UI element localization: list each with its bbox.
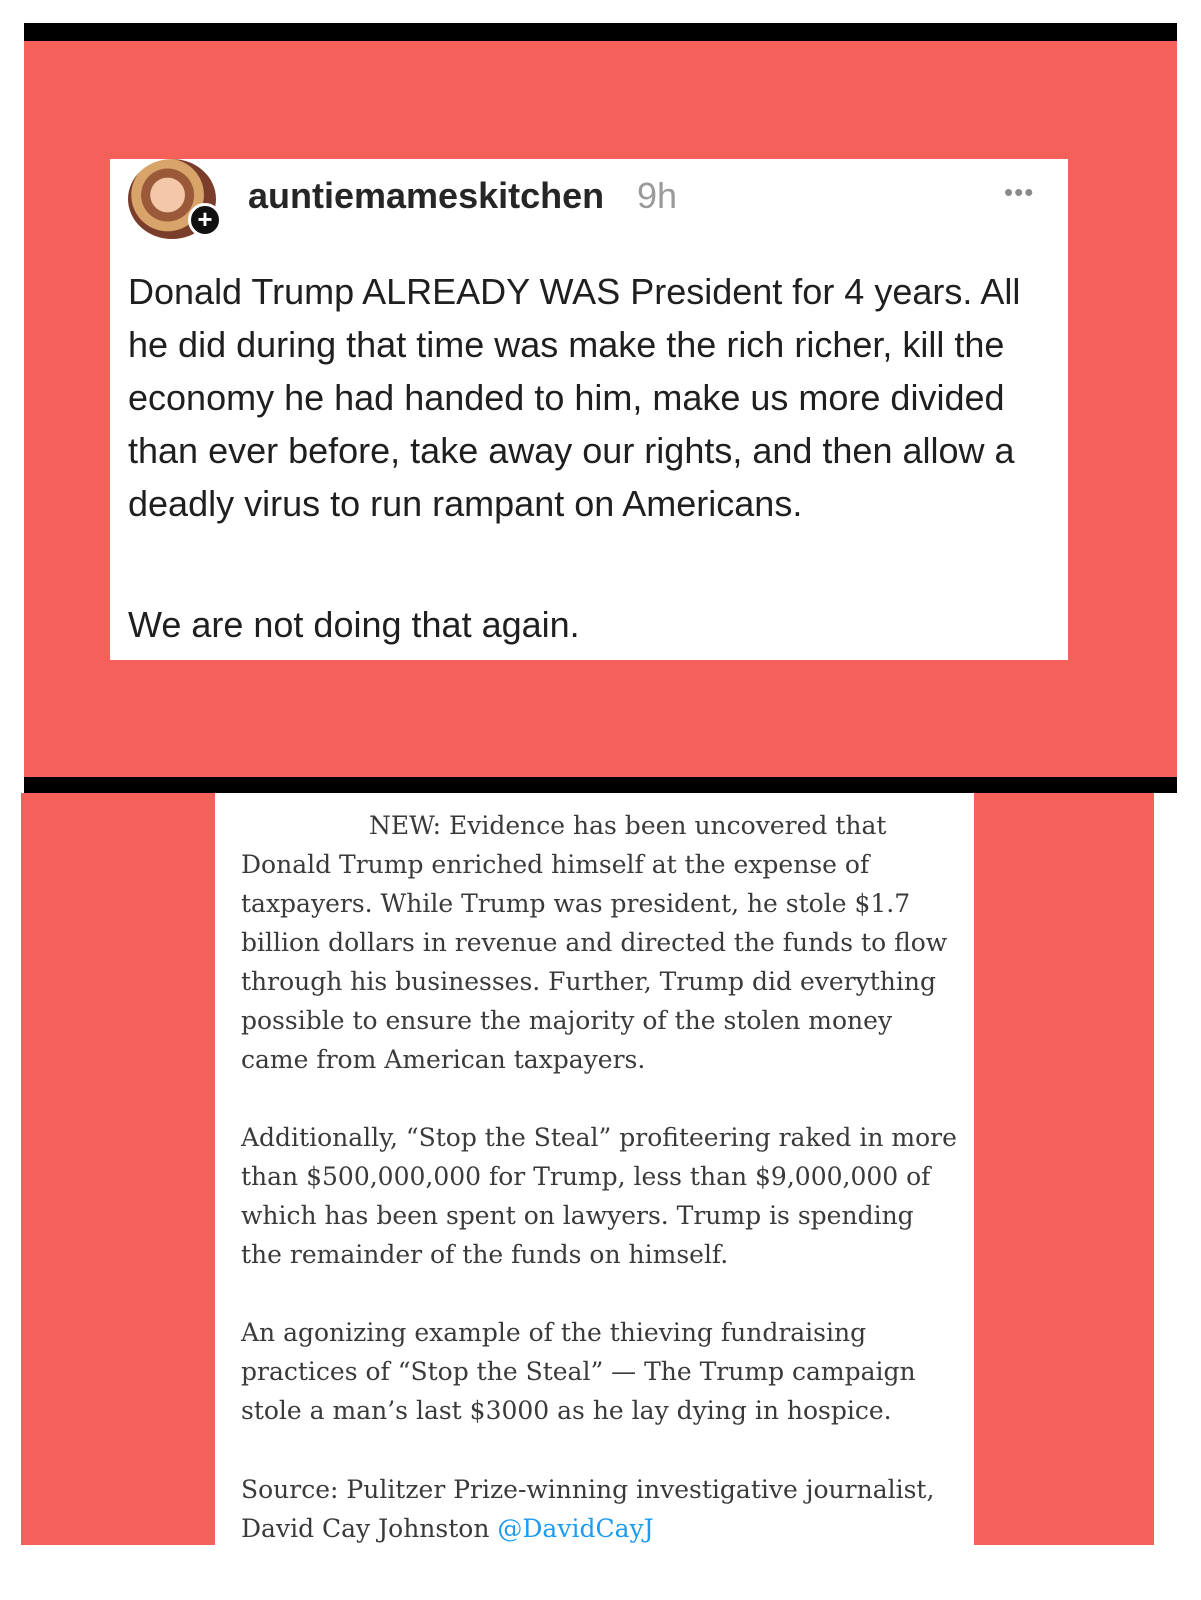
plus-icon[interactable]: +	[188, 203, 222, 237]
post-body: Donald Trump ALREADY WAS President for 4 years. All he did during that time was make the rich richer, kill the economy he had handed to him, make us more divided than ever before, take away our rights, and then allow a deadly virus to run rampant on Americans.	[128, 271, 1021, 524]
article-source	[241, 1470, 957, 1548]
avatar[interactable]	[128, 159, 216, 239]
article-card	[215, 793, 974, 1545]
more-options-icon[interactable]: •••	[1004, 177, 1035, 207]
article-paragraph-3: An agonizing example of the thieving fundraising practices of “Stop the Steal” — The Trump campaign stole a man’s last $3000 as he lay dying in hospice.	[241, 1318, 916, 1425]
username[interactable]: auntiemameskitchen	[248, 175, 605, 216]
post-card	[110, 159, 1068, 660]
article-paragraph-2: Additionally, “Stop the Steal” profiteering raked in more than $500,000,000 for Trump, less than $9,000,000 of which has been spent on lawyers. Trump is spending the remainder of the funds on himself.	[241, 1123, 957, 1269]
source-handle-link[interactable]: @DavidCayJ	[497, 1514, 654, 1543]
top-panel	[24, 23, 1177, 793]
post-time: 9h	[637, 175, 678, 216]
source-text: Source: Pulitzer Prize-winning investigative journalist, David Cay Johnston	[241, 1475, 935, 1543]
bottom-panel	[21, 793, 1154, 1545]
article-paragraph-1: NEW: Evidence has been uncovered that Donald Trump enriched himself at the expense of taxpayers. While Trump was president, he stole $1.7 billion dollars in revenue and directed the funds to flow through his businesses. Further, Trump did everything possible to ensure the majority of the stolen money came from American taxpayers.	[241, 811, 948, 1074]
post-closing: We are not doing that again.	[128, 604, 580, 645]
